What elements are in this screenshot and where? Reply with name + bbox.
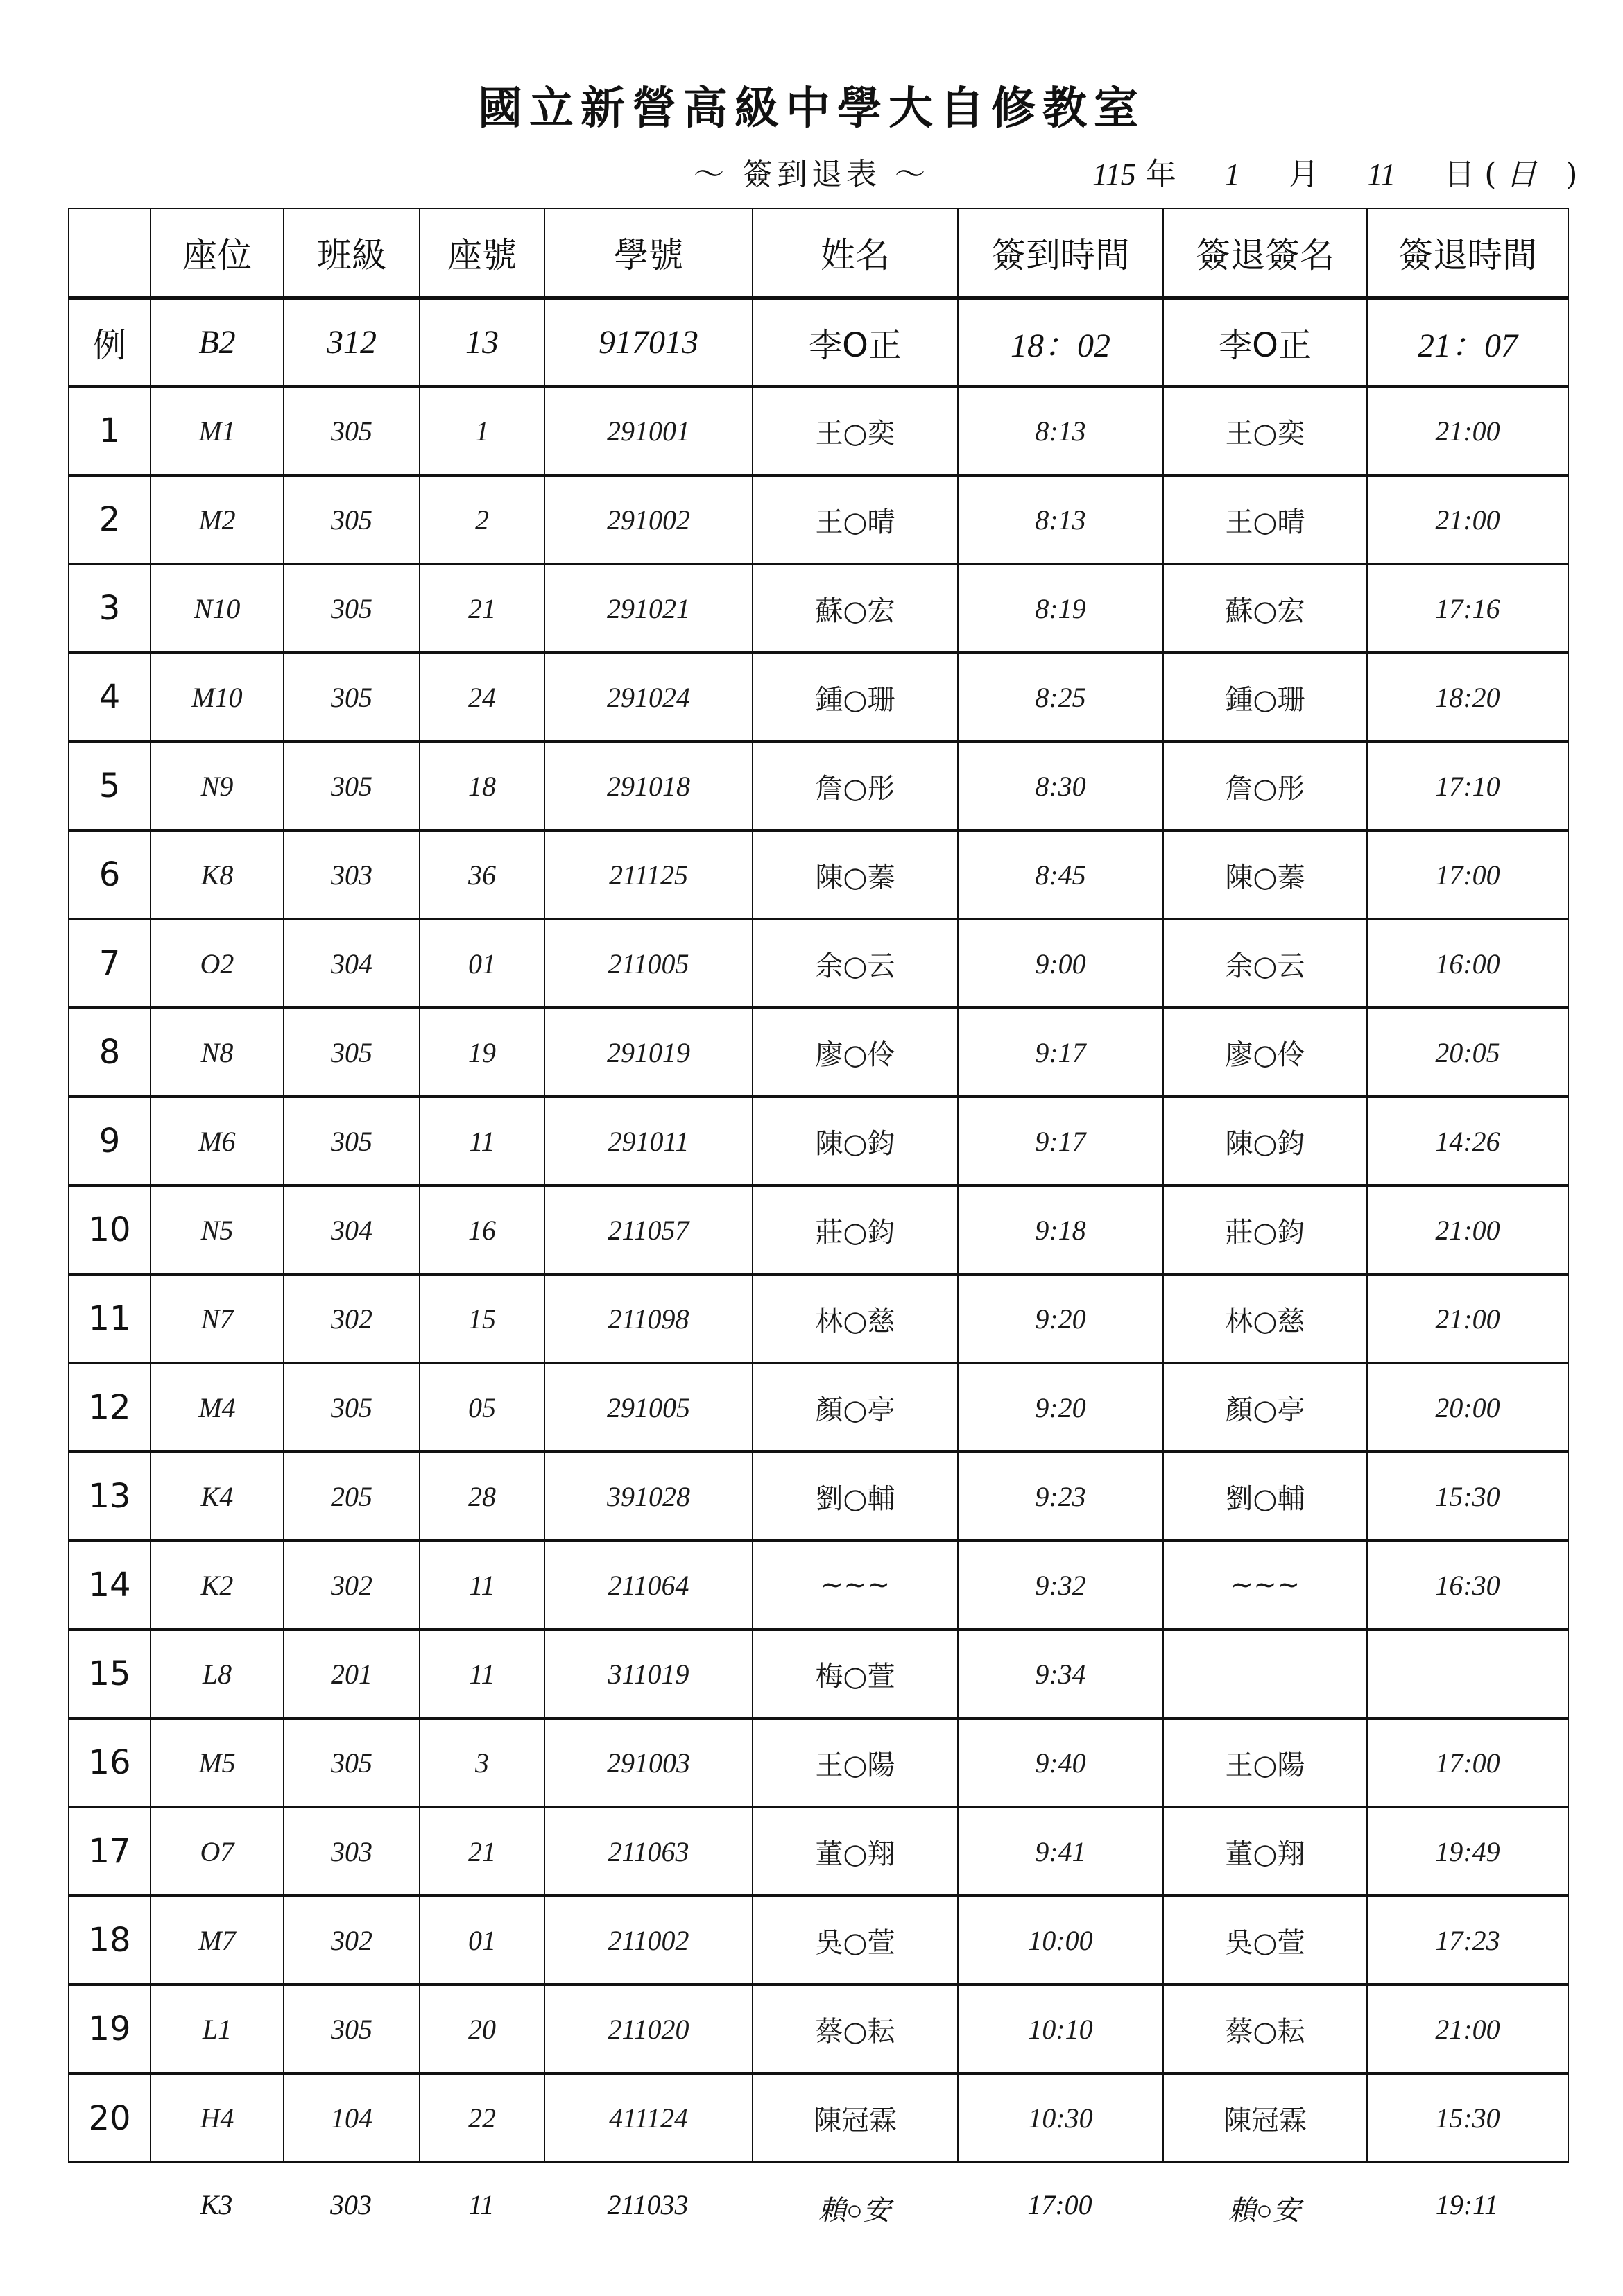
row-student-id: 211057 — [544, 1185, 753, 1274]
table-row — [69, 1363, 1568, 1452]
col-sign-out-signature: 簽退簽名 — [1163, 209, 1367, 298]
date-day: 11 — [1367, 157, 1396, 191]
row-seat: N10 — [151, 564, 284, 653]
row-sign-out-name: 陳○蓁 — [1163, 830, 1367, 919]
date-month: 1 — [1224, 157, 1240, 191]
extra-class: 303 — [330, 2189, 372, 2220]
row-sign-out-name: 余○云 — [1163, 919, 1367, 1008]
example-sign-out: 21：07 — [1367, 298, 1568, 386]
col-seat: 座位 — [151, 209, 284, 298]
row-name: 陳冠霖 — [753, 2073, 958, 2162]
weekday-close: ) — [1565, 157, 1578, 192]
row-name: 梅○萱 — [753, 1629, 958, 1718]
table-row — [69, 1985, 1568, 2073]
table-row — [69, 742, 1568, 830]
row-seat: N9 — [151, 742, 284, 830]
col-class: 班級 — [284, 209, 420, 298]
example-sign-in: 18：02 — [958, 298, 1163, 386]
row-seat: N7 — [151, 1274, 284, 1363]
row-index: 17 — [69, 1807, 151, 1896]
col-number: 座號 — [420, 209, 544, 298]
row-number: 11 — [420, 1629, 544, 1718]
row-number: 16 — [420, 1185, 544, 1274]
row-index: 4 — [69, 653, 151, 742]
col-index — [69, 209, 151, 298]
row-sign-out-name: 莊○鈞 — [1163, 1185, 1367, 1274]
row-class: 201 — [284, 1629, 420, 1718]
row-sign-in: 10:00 — [958, 1896, 1163, 1985]
row-index: 18 — [69, 1896, 151, 1985]
row-sign-out-name: 詹○彤 — [1163, 742, 1367, 830]
row-index: 13 — [69, 1452, 151, 1541]
example-number: 13 — [420, 298, 544, 386]
row-sign-out-name: 王○奕 — [1163, 386, 1367, 475]
table-row — [69, 386, 1568, 475]
row-student-id: 211063 — [544, 1807, 753, 1896]
row-number: 1 — [420, 386, 544, 475]
row-seat: K8 — [151, 830, 284, 919]
row-seat: K2 — [151, 1541, 284, 1629]
row-sign-in: 9:17 — [958, 1097, 1163, 1185]
row-number: 2 — [420, 475, 544, 564]
row-index: 9 — [69, 1097, 151, 1185]
row-sign-in: 9:40 — [958, 1718, 1163, 1807]
row-index: 1 — [69, 386, 151, 475]
table-header — [69, 209, 1568, 298]
row-index: 5 — [69, 742, 151, 830]
row-sign-out: 21:00 — [1367, 1185, 1568, 1274]
row-sign-in: 9:00 — [958, 919, 1163, 1008]
row-number: 19 — [420, 1008, 544, 1097]
row-index: 16 — [69, 1718, 151, 1807]
row-sign-in: 8:13 — [958, 386, 1163, 475]
col-student-id: 學號 — [544, 209, 753, 298]
row-name: 陳○鈞 — [753, 1097, 958, 1185]
row-sign-in: 10:10 — [958, 1985, 1163, 2073]
table-row — [69, 1452, 1568, 1541]
row-student-id: 291018 — [544, 742, 753, 830]
row-student-id: 291019 — [544, 1008, 753, 1097]
row-number: 28 — [420, 1452, 544, 1541]
row-name: 吳○萱 — [753, 1896, 958, 1985]
row-student-id: 411124 — [544, 2073, 753, 2162]
row-student-id: 211020 — [544, 1985, 753, 2073]
row-sign-out: 21:00 — [1367, 1274, 1568, 1363]
row-number: 01 — [420, 919, 544, 1008]
sheet-date — [1092, 149, 1578, 194]
example-label: 例 — [69, 298, 151, 386]
row-class: 302 — [284, 1541, 420, 1629]
row-student-id: 291005 — [544, 1363, 753, 1452]
row-seat: K4 — [151, 1452, 284, 1541]
signin-table — [68, 208, 1569, 2163]
row-index: 19 — [69, 1985, 151, 2073]
row-name: 林○慈 — [753, 1274, 958, 1363]
row-class: 302 — [284, 1896, 420, 1985]
table-row — [69, 1008, 1568, 1097]
row-sign-out: 18:20 — [1367, 653, 1568, 742]
row-sign-out: 21:00 — [1367, 475, 1568, 564]
table-row — [69, 2073, 1568, 2162]
row-student-id: 291001 — [544, 386, 753, 475]
row-index: 3 — [69, 564, 151, 653]
row-sign-out: 21:00 — [1367, 386, 1568, 475]
row-sign-out: 19:49 — [1367, 1807, 1568, 1896]
row-seat: M2 — [151, 475, 284, 564]
row-seat: N8 — [151, 1008, 284, 1097]
row-sign-in: 9:18 — [958, 1185, 1163, 1274]
row-sign-out: 15:30 — [1367, 2073, 1568, 2162]
extra-number: 11 — [468, 2189, 495, 2220]
row-number: 11 — [420, 1541, 544, 1629]
row-name: 顏○亭 — [753, 1363, 958, 1452]
row-seat: M4 — [151, 1363, 284, 1452]
row-sign-in: 8:30 — [958, 742, 1163, 830]
row-seat: M10 — [151, 653, 284, 742]
row-sign-in: 9:32 — [958, 1541, 1163, 1629]
row-index: 6 — [69, 830, 151, 919]
row-index: 20 — [69, 2073, 151, 2162]
row-seat: O2 — [151, 919, 284, 1008]
row-class: 305 — [284, 1097, 420, 1185]
row-name: 蘇○宏 — [753, 564, 958, 653]
row-number: 21 — [420, 564, 544, 653]
row-sign-out-name: 蔡○耘 — [1163, 1985, 1367, 2073]
table-row — [69, 1896, 1568, 1985]
row-sign-out: 21:00 — [1367, 1985, 1568, 2073]
row-number: 01 — [420, 1896, 544, 1985]
row-class: 304 — [284, 919, 420, 1008]
row-name: 王○晴 — [753, 475, 958, 564]
row-sign-in: 9:23 — [958, 1452, 1163, 1541]
table-row — [69, 1629, 1568, 1718]
row-number: 24 — [420, 653, 544, 742]
row-seat: N5 — [151, 1185, 284, 1274]
row-sign-in: 9:41 — [958, 1807, 1163, 1896]
row-seat: H4 — [151, 2073, 284, 2162]
row-sign-out: 17:00 — [1367, 1718, 1568, 1807]
table-row — [69, 1807, 1568, 1896]
row-index: 15 — [69, 1629, 151, 1718]
row-sign-out: 15:30 — [1367, 1452, 1568, 1541]
row-sign-out-name: 鍾○珊 — [1163, 653, 1367, 742]
row-sign-out-name: 劉○輔 — [1163, 1452, 1367, 1541]
row-class: 303 — [284, 830, 420, 919]
row-sign-in: 8:13 — [958, 475, 1163, 564]
col-sign-in-time: 簽到時間 — [958, 209, 1163, 298]
row-index: 10 — [69, 1185, 151, 1274]
row-index: 12 — [69, 1363, 151, 1452]
row-sign-out: 20:00 — [1367, 1363, 1568, 1452]
row-name: 莊○鈞 — [753, 1185, 958, 1274]
row-sign-in: 8:25 — [958, 653, 1163, 742]
row-sign-out-name: 陳冠霖 — [1163, 2073, 1367, 2162]
row-student-id: 211125 — [544, 830, 753, 919]
row-sign-in: 9:20 — [958, 1363, 1163, 1452]
row-sign-in: 8:45 — [958, 830, 1163, 919]
row-index: 11 — [69, 1274, 151, 1363]
date-weekday: 日 — [1506, 157, 1537, 191]
row-student-id: 291002 — [544, 475, 753, 564]
row-sign-out: 17:00 — [1367, 830, 1568, 919]
row-name: 陳○蓁 — [753, 830, 958, 919]
row-class: 305 — [284, 564, 420, 653]
row-number: 20 — [420, 1985, 544, 2073]
row-sign-out-name: 陳○鈞 — [1163, 1097, 1367, 1185]
extra-row — [68, 2188, 1568, 2228]
row-sign-out: 16:00 — [1367, 919, 1568, 1008]
row-student-id: 211005 — [544, 919, 753, 1008]
row-name: 劉○輔 — [753, 1452, 958, 1541]
row-number: 15 — [420, 1274, 544, 1363]
example-seat: B2 — [151, 298, 284, 386]
row-sign-out-name: ~~~ — [1163, 1541, 1367, 1629]
row-seat: M7 — [151, 1896, 284, 1985]
row-class: 305 — [284, 386, 420, 475]
extra-sign-in: 17:00 — [1027, 2189, 1092, 2220]
row-sign-out-name: 吳○萱 — [1163, 1896, 1367, 1985]
example-class: 312 — [284, 298, 420, 386]
row-class: 304 — [284, 1185, 420, 1274]
row-sign-out-name — [1163, 1629, 1367, 1718]
row-sign-out-name: 林○慈 — [1163, 1274, 1367, 1363]
row-seat: L8 — [151, 1629, 284, 1718]
row-student-id: 291011 — [544, 1097, 753, 1185]
row-student-id: 211002 — [544, 1896, 753, 1985]
row-class: 305 — [284, 653, 420, 742]
table-row — [69, 919, 1568, 1008]
extra-student-id: 211033 — [607, 2189, 689, 2220]
row-number: 3 — [420, 1718, 544, 1807]
row-sign-out: 17:16 — [1367, 564, 1568, 653]
row-sign-out: 17:10 — [1367, 742, 1568, 830]
extra-name: 賴○安 — [818, 2195, 891, 2226]
row-seat: M6 — [151, 1097, 284, 1185]
row-number: 21 — [420, 1807, 544, 1896]
row-student-id: 391028 — [544, 1452, 753, 1541]
row-sign-out: 16:30 — [1367, 1541, 1568, 1629]
row-seat: M5 — [151, 1718, 284, 1807]
table-row — [69, 475, 1568, 564]
row-sign-in: 9:34 — [958, 1629, 1163, 1718]
row-sign-out-name: 董○翔 — [1163, 1807, 1367, 1896]
row-number: 36 — [420, 830, 544, 919]
page-title: 國立新營高級中學大自修教室 — [478, 83, 1145, 135]
row-class: 305 — [284, 1718, 420, 1807]
extra-sign-out-name: 賴○安 — [1228, 2195, 1301, 2226]
sheet-subtitle: ～ 簽到退表 ～ — [694, 157, 929, 192]
row-sign-out-name: 王○晴 — [1163, 475, 1367, 564]
date-year: 115 — [1092, 157, 1136, 191]
row-number: 11 — [420, 1097, 544, 1185]
row-sign-out-name: 王○陽 — [1163, 1718, 1367, 1807]
row-seat: O7 — [151, 1807, 284, 1896]
date-year-label: 年 — [1145, 157, 1176, 192]
row-name: 王○陽 — [753, 1718, 958, 1807]
row-sign-out — [1367, 1629, 1568, 1718]
col-sign-out-time: 簽退時間 — [1367, 209, 1568, 298]
row-student-id: 291021 — [544, 564, 753, 653]
row-name: ~~~ — [753, 1541, 958, 1629]
row-class: 302 — [284, 1274, 420, 1363]
row-student-id: 211098 — [544, 1274, 753, 1363]
row-index: 7 — [69, 919, 151, 1008]
row-class: 303 — [284, 1807, 420, 1896]
row-number: 18 — [420, 742, 544, 830]
example-sign-out-name: 李O正 — [1163, 298, 1367, 386]
table-row — [69, 1097, 1568, 1185]
example-student-id: 917013 — [544, 298, 753, 386]
table-row — [69, 653, 1568, 742]
example-row — [69, 298, 1568, 386]
row-class: 305 — [284, 475, 420, 564]
table-row — [69, 1718, 1568, 1807]
row-number: 05 — [420, 1363, 544, 1452]
row-sign-out: 17:23 — [1367, 1896, 1568, 1985]
row-sign-out: 20:05 — [1367, 1008, 1568, 1097]
row-index: 14 — [69, 1541, 151, 1629]
row-sign-out-name: 顏○亭 — [1163, 1363, 1367, 1452]
row-seat: M1 — [151, 386, 284, 475]
row-class: 305 — [284, 742, 420, 830]
table-row — [69, 1185, 1568, 1274]
row-name: 廖○伶 — [753, 1008, 958, 1097]
row-student-id: 291003 — [544, 1718, 753, 1807]
row-name: 鍾○珊 — [753, 653, 958, 742]
row-sign-out-name: 廖○伶 — [1163, 1008, 1367, 1097]
row-seat: L1 — [151, 1985, 284, 2073]
row-sign-in: 9:17 — [958, 1008, 1163, 1097]
extra-seat: K3 — [200, 2189, 233, 2220]
row-name: 詹○彤 — [753, 742, 958, 830]
row-name: 王○奕 — [753, 386, 958, 475]
table-row — [69, 830, 1568, 919]
row-number: 22 — [420, 2073, 544, 2162]
row-student-id: 291024 — [544, 653, 753, 742]
table-row — [69, 1541, 1568, 1629]
row-index: 2 — [69, 475, 151, 564]
extra-sign-out: 19:11 — [1435, 2189, 1499, 2220]
row-name: 蔡○耘 — [753, 1985, 958, 2073]
row-name: 董○翔 — [753, 1807, 958, 1896]
row-sign-in: 9:20 — [958, 1274, 1163, 1363]
weekday-open: ( — [1484, 157, 1497, 192]
row-class: 205 — [284, 1452, 420, 1541]
date-month-label: 月 — [1288, 157, 1319, 192]
table-row — [69, 564, 1568, 653]
table-row — [69, 1274, 1568, 1363]
row-student-id: 311019 — [544, 1629, 753, 1718]
row-class: 305 — [284, 1985, 420, 2073]
row-name: 余○云 — [753, 919, 958, 1008]
row-sign-in: 10:30 — [958, 2073, 1163, 2162]
row-class: 305 — [284, 1363, 420, 1452]
row-student-id: 211064 — [544, 1541, 753, 1629]
row-sign-out: 14:26 — [1367, 1097, 1568, 1185]
row-class: 305 — [284, 1008, 420, 1097]
row-index: 8 — [69, 1008, 151, 1097]
row-sign-in: 8:19 — [958, 564, 1163, 653]
example-name: 李O正 — [753, 298, 958, 386]
row-sign-out-name: 蘇○宏 — [1163, 564, 1367, 653]
col-name: 姓名 — [753, 209, 958, 298]
date-day-label: 日 — [1444, 157, 1475, 192]
row-class: 104 — [284, 2073, 420, 2162]
